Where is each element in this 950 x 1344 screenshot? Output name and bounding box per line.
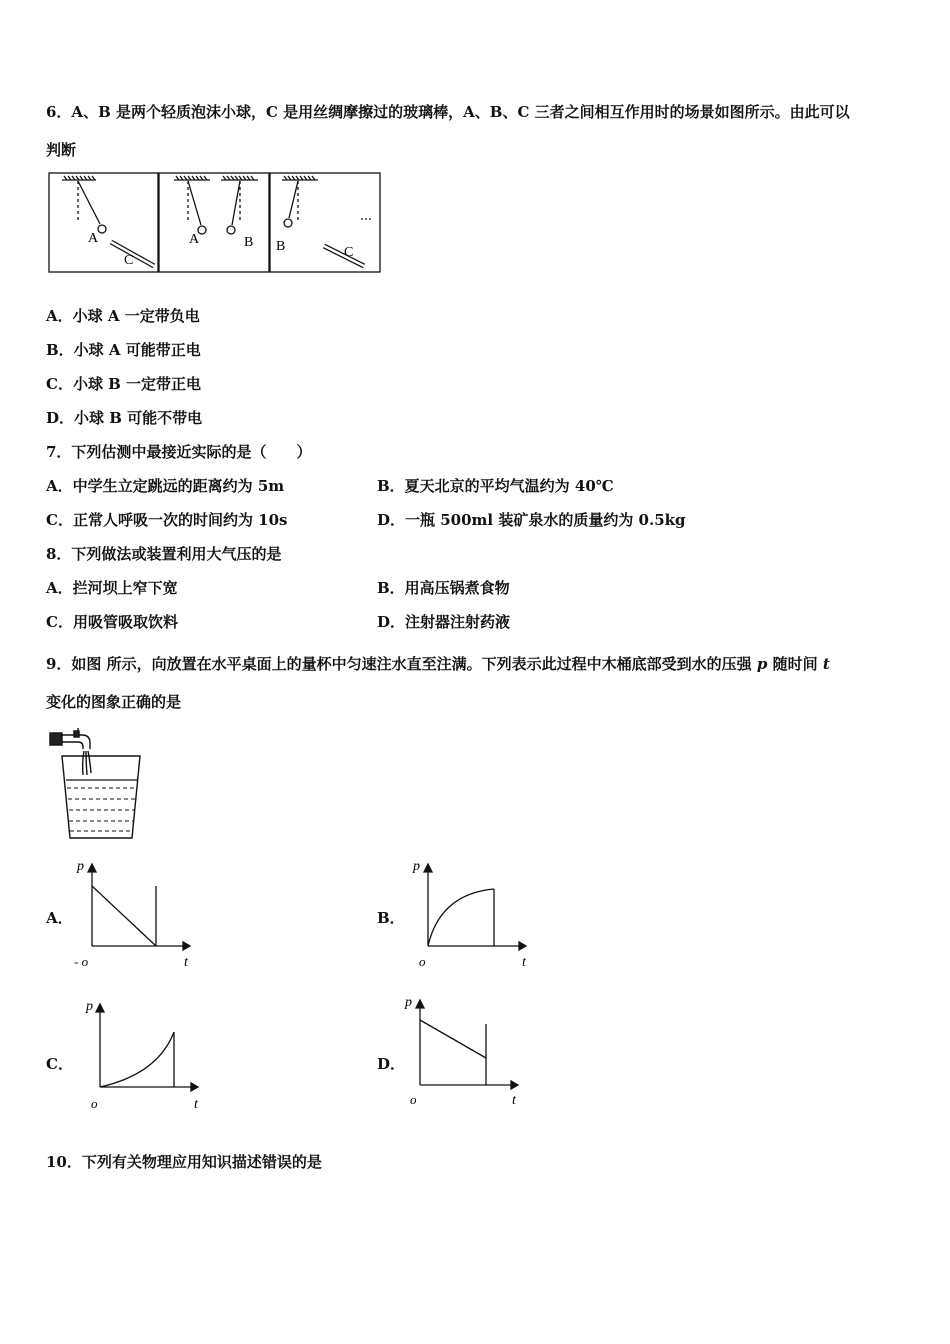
q8-option-c[interactable]: C．用吸管吸取饮料 (46, 613, 178, 631)
q8-option-a[interactable]: A．拦河坝上窄下宽 (46, 579, 178, 597)
q8-option-d[interactable]: D．注射器注射药液 (377, 613, 511, 631)
q6-label-a1: A (88, 231, 99, 246)
q6-figure (48, 172, 384, 276)
q6-label-a2: A (189, 232, 200, 247)
q6-label-b3: B (276, 239, 286, 254)
q9-graph-a-origin: - o (74, 954, 89, 969)
q8-stem: 8．下列做法或装置利用大气压的是 (46, 545, 282, 563)
q9-graph-d[interactable] (400, 992, 526, 1108)
q6-stem-line1: 6．A、B 是两个轻质泡沫小球，C 是用丝绸摩擦过的玻璃棒，A、B、C 三者之间相互作用时的场景如图所示。由此可以 (46, 103, 850, 121)
q9-var-p: p (756, 655, 768, 673)
q9-graph-d-xlabel: t (512, 1093, 516, 1108)
q7-option-a[interactable]: A．中学生立定跳远的距离约为 5m (46, 477, 285, 495)
q9-graph-b[interactable] (408, 856, 534, 972)
q6-label-c1: C (124, 253, 134, 268)
q7-stem: 7．下列估测中最接近实际的是（ ） (46, 443, 312, 461)
q6-option-c[interactable]: C．小球 B 一定带正电 (46, 375, 202, 393)
q9-graph-d-origin: o (410, 1092, 417, 1107)
q10-stem: 10．下列有关物理应用知识描述错误的是 (46, 1153, 322, 1171)
q9-stem-part2: 随时间 (772, 655, 818, 673)
q9-graph-c-xlabel: t (194, 1097, 198, 1112)
q6-option-d[interactable]: D．小球 B 可能不带电 (46, 409, 203, 427)
q6-label-b2: B (244, 235, 254, 250)
q9-graph-b-xlabel: t (522, 955, 526, 970)
q6-label-c3: C (344, 245, 354, 260)
q9-bucket-figure (46, 728, 146, 842)
q9-stem-part1: 9．如图 所示，向放置在水平桌面上的量杯中匀速注水直至注满。下列表示此过程中木桶底部受到水的压强 (46, 655, 752, 673)
q9-graph-c-ylabel: p (86, 999, 93, 1014)
q9-graph-b-origin: o (419, 954, 426, 969)
q9-graph-c[interactable] (80, 996, 206, 1112)
q6-option-b[interactable]: B．小球 A 可能带正电 (46, 341, 201, 359)
q6-option-a[interactable]: A．小球 A 一定带负电 (46, 307, 200, 325)
q9-graph-a[interactable] (72, 856, 198, 972)
q9-graph-c-origin: o (91, 1096, 98, 1111)
q9-stem-line1 (46, 654, 830, 674)
q9-var-t: t (822, 655, 830, 673)
q9-option-d[interactable]: D． (377, 1055, 406, 1073)
q7-option-b[interactable]: B．夏天北京的平均气温约为 40℃ (377, 477, 614, 495)
q9-graph-b-ylabel: p (413, 859, 420, 874)
q9-graph-d-ylabel: p (405, 995, 412, 1010)
q9-stem-line2: 变化的图象正确的是 (46, 693, 182, 711)
q9-graph-a-xlabel: t (184, 955, 188, 970)
q9-option-b[interactable]: B． (377, 909, 405, 927)
q6-stem-line2: 判断 (46, 141, 77, 159)
q9-graph-a-ylabel: p (77, 859, 84, 874)
q9-option-c[interactable]: C． (46, 1055, 73, 1073)
q9-option-a[interactable]: A． (46, 909, 73, 927)
q7-option-c[interactable]: C．正常人呼吸一次的时间约为 10s (46, 511, 288, 529)
q8-option-b[interactable]: B．用高压锅煮食物 (377, 579, 510, 597)
q7-option-d[interactable]: D．一瓶 500ml 装矿泉水的质量约为 0.5kg (377, 511, 686, 529)
